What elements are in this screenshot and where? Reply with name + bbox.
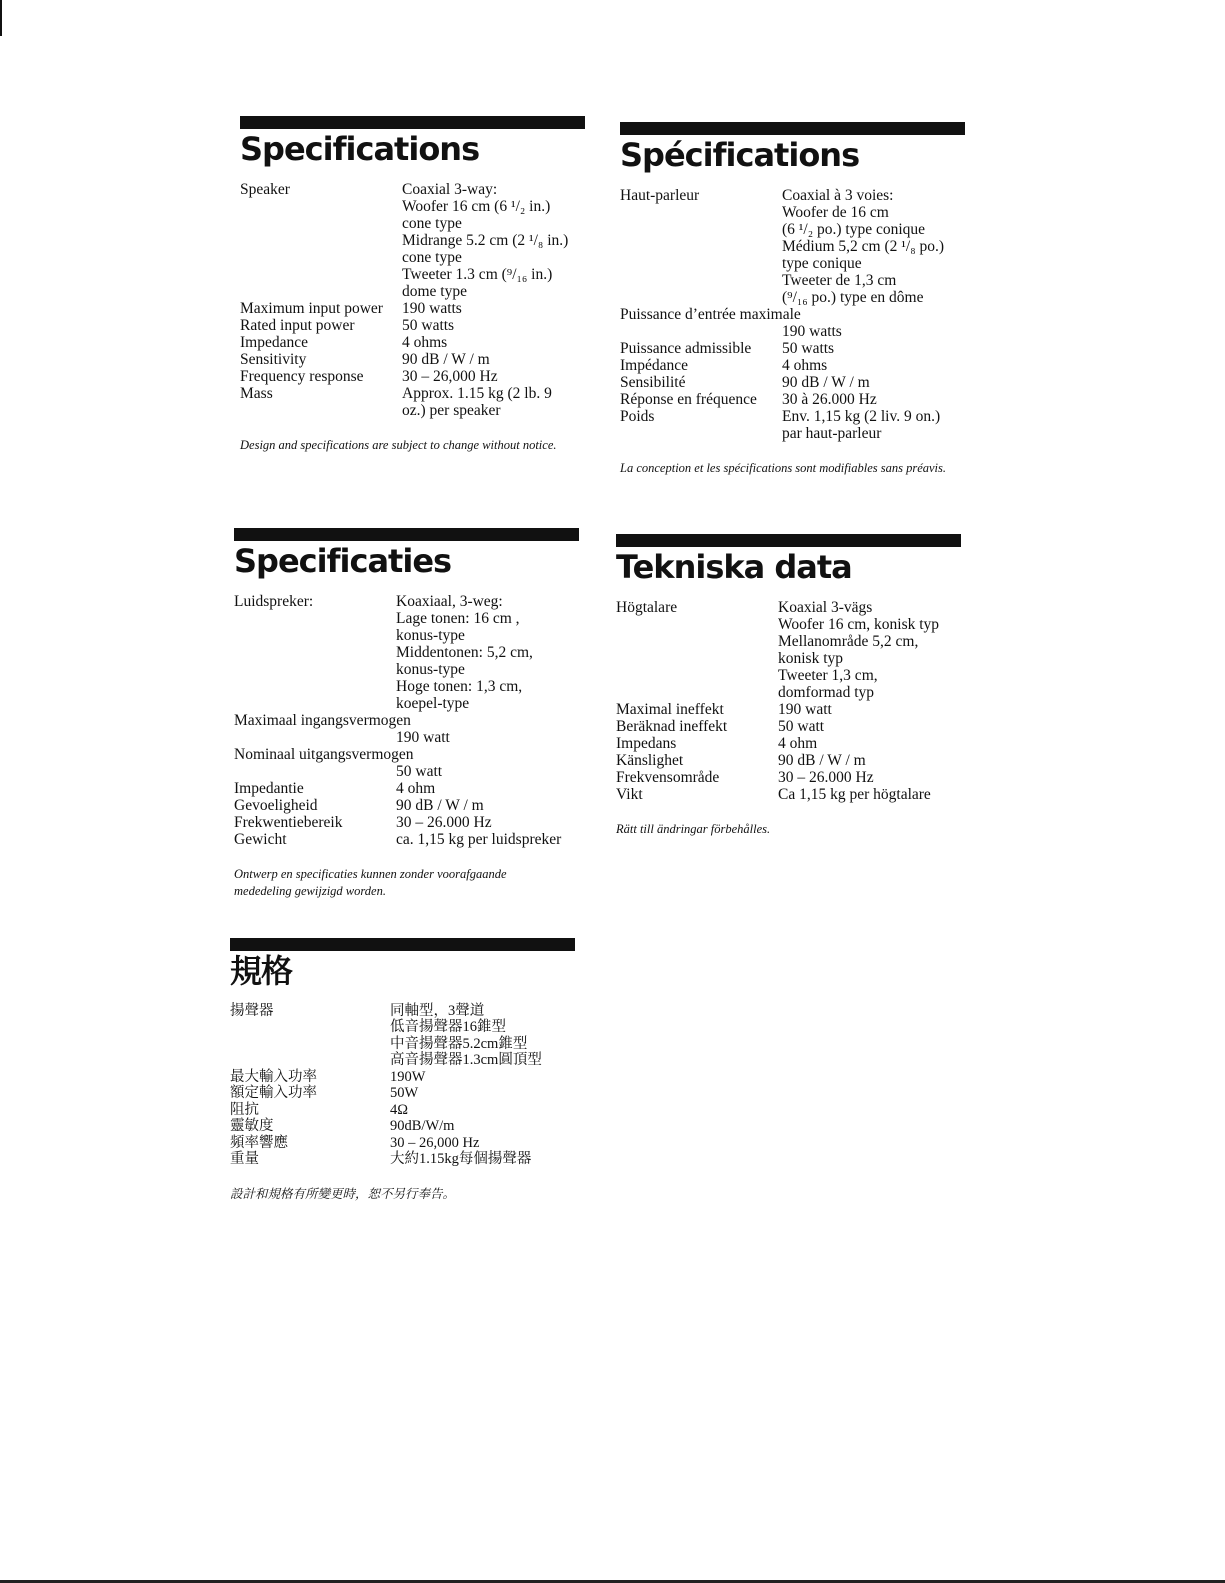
spec-row: [620, 340, 965, 357]
spec-row: [616, 752, 961, 769]
spec-value-line: 190 watts: [402, 299, 462, 317]
spec-label: Gevoeligheid: [234, 796, 318, 814]
spec-value-line: Env. 1,15 kg (2 liv. 9 on.): [782, 407, 941, 425]
spec-row: [620, 323, 965, 340]
dutch-note: Ontwerp en specificaties kunnen zonder voorafgaande mededeling gewijzigd worden.: [234, 866, 507, 898]
spec-label: Impedans: [616, 734, 677, 752]
spec-value: [778, 599, 961, 701]
spec-value-line: Koaxiaal, 3-weg:: [396, 592, 503, 610]
spec-value: [390, 1069, 575, 1086]
spec-label-spacer: [234, 729, 396, 746]
page-edge-mark: [0, 0, 2, 36]
swedish-section: [616, 534, 961, 838]
spec-value: [778, 718, 961, 735]
chinese-heading: 規格: [230, 952, 293, 990]
spec-value: [390, 1085, 575, 1102]
spec-value-line: 50 watt: [778, 717, 825, 735]
spec-label: Puissance d’entrée maximale: [620, 305, 801, 323]
spec-value: [396, 814, 579, 831]
spec-label: Beräknad ineffekt: [616, 717, 728, 735]
spec-value-line: 大約1.15kg每個揚聲器: [390, 1151, 532, 1168]
spec-label: Sensibilité: [620, 373, 686, 391]
spec-value: [778, 735, 961, 752]
spec-value: [396, 763, 579, 780]
spec-label: Haut-parleur: [620, 186, 700, 204]
spec-row: [234, 780, 579, 797]
spec-row: [234, 797, 579, 814]
spec-label: Frekwentiebereik: [234, 813, 343, 831]
spec-row: [230, 1069, 575, 1086]
spec-row: [620, 374, 965, 391]
spec-row: [620, 408, 965, 442]
spec-label: Maximal ineffekt: [616, 700, 724, 718]
chinese-note: 設計和規格有所變更時，恕不另行奉告。: [230, 1186, 456, 1201]
spec-value-line: 90dB/W/m: [390, 1118, 455, 1135]
spec-value-line: par haut-parleur: [782, 424, 882, 442]
spec-label: Känslighet: [616, 751, 684, 769]
spec-value-line: 30 – 26.000 Hz: [778, 768, 874, 786]
spec-row: [616, 735, 961, 752]
spec-row: [616, 718, 961, 735]
spec-value-line: Coaxial 3-way:: [402, 180, 498, 198]
spec-value-line: 90 dB / W / m: [396, 796, 484, 814]
spec-label: Mass: [240, 384, 273, 402]
spec-value-line: 4 ohms: [402, 333, 448, 351]
spec-row: [234, 729, 579, 746]
spec-row: [240, 317, 585, 334]
spec-row: [234, 593, 579, 712]
spec-value: [402, 317, 585, 334]
spec-value: [782, 408, 965, 442]
spec-value-line: 50W: [390, 1085, 419, 1102]
spec-value-line: Woofer de 16 cm: [782, 203, 889, 221]
spec-value-line: 4 ohm: [396, 779, 436, 797]
dutch-spec-list: [234, 593, 579, 848]
spec-label: 靈敏度: [230, 1118, 274, 1135]
spec-value-line: 30 – 26.000 Hz: [396, 813, 492, 831]
spec-row: [230, 1118, 575, 1135]
spec-value-line: type conique: [782, 254, 862, 272]
spec-row: [616, 599, 961, 701]
spec-value-line: (⁹/₁₆ po.) type en dôme: [782, 288, 924, 306]
spec-row: [234, 814, 579, 831]
spec-value-line: Lage tonen: 16 cm ,: [396, 609, 520, 627]
spec-row: [620, 357, 965, 374]
spec-row: [240, 385, 585, 419]
spec-label: Poids: [620, 407, 655, 425]
spec-value-line: dome type: [402, 282, 467, 300]
spec-value-line: cone type: [402, 214, 462, 232]
spec-value-line: 30 – 26,000 Hz: [390, 1134, 480, 1151]
spec-value: [782, 374, 965, 391]
spec-label: Gewicht: [234, 830, 287, 848]
spec-label: 揚聲器: [230, 1002, 274, 1019]
spec-row: [234, 831, 579, 848]
spec-value-line: 低音揚聲器16錐型: [390, 1019, 506, 1036]
spec-value: [778, 701, 961, 718]
spec-value-line: 90 dB / W / m: [778, 751, 866, 769]
spec-label: 重量: [230, 1151, 259, 1168]
spec-value-line: Tweeter de 1,3 cm: [782, 271, 897, 289]
spec-value-line: 4 ohms: [782, 356, 828, 374]
spec-value: [782, 323, 965, 340]
spec-value: [390, 1102, 575, 1119]
dutch-section: [234, 528, 579, 900]
spec-value: [390, 1118, 575, 1135]
spec-value-line: 50 watts: [402, 316, 455, 334]
spec-value-line: Middentonen: 5,2 cm,: [396, 643, 533, 661]
spec-value-line: 同軸型，3聲道: [390, 1002, 485, 1019]
spec-row: [230, 1003, 575, 1069]
swedish-spec-list: [616, 599, 961, 803]
spec-row: [620, 187, 965, 306]
spec-label: 最大輸入功率: [230, 1068, 317, 1085]
french-note: La conception et les spécifications sont modifiables sans préavis.: [620, 460, 947, 475]
heading-bar: [616, 534, 961, 547]
spec-row: [230, 1085, 575, 1102]
spec-label: Impedance: [240, 333, 308, 351]
spec-value-line: 90 dB / W / m: [402, 350, 490, 368]
spec-label: Frequency response: [240, 367, 364, 385]
heading-bar: [620, 122, 965, 135]
spec-label: Högtalare: [616, 598, 678, 616]
spec-value-line: 50 watts: [782, 339, 835, 357]
english-spec-list: [240, 181, 585, 419]
spec-value-line: Approx. 1.15 kg (2 lb. 9: [402, 384, 552, 402]
spec-row: [230, 1135, 575, 1152]
heading-bar: [234, 528, 579, 541]
english-heading: Specifications: [240, 130, 480, 168]
spec-label: Impedantie: [234, 779, 304, 797]
dutch-heading: Specificaties: [234, 542, 452, 580]
spec-value-line: Woofer 16 cm (6 ¹/₂ in.): [402, 197, 551, 215]
spec-value-line: Koaxial 3-vägs: [778, 598, 873, 616]
spec-value-line: konus-type: [396, 626, 465, 644]
heading-bar: [240, 116, 585, 129]
spec-value-line: domformad typ: [778, 683, 874, 701]
spec-value: [396, 831, 579, 848]
spec-value-line: cone type: [402, 248, 462, 266]
spec-row: [240, 300, 585, 317]
spec-label: 阻抗: [230, 1101, 259, 1118]
spec-value: [402, 351, 585, 368]
spec-value: [782, 357, 965, 374]
english-section: [240, 116, 585, 454]
spec-label: Puissance admissible: [620, 339, 752, 357]
spec-value-line: 30 – 26,000 Hz: [402, 367, 498, 385]
spec-value-line: 190 watt: [778, 700, 832, 718]
spec-value-line: Mellanområde 5,2 cm,: [778, 632, 919, 650]
spec-value-line: (6 ¹/₂ po.) type conique: [782, 220, 926, 238]
spec-value: [396, 797, 579, 814]
spec-row: [234, 763, 579, 780]
spec-label: Sensitivity: [240, 350, 307, 368]
spec-value-line: 190 watt: [396, 728, 450, 746]
spec-value-line: Tweeter 1.3 cm (⁹/₁₆ in.): [402, 265, 553, 283]
spec-value: [782, 187, 965, 306]
spec-value: [778, 769, 961, 786]
chinese-spec-list: [230, 1003, 575, 1168]
spec-value: [402, 385, 585, 419]
spec-label: Rated input power: [240, 316, 355, 334]
spec-label: Luidspreker:: [234, 592, 314, 610]
spec-row: [240, 334, 585, 351]
spec-value: [782, 340, 965, 357]
spec-row: [240, 368, 585, 385]
spec-value-line: konus-type: [396, 660, 465, 678]
spec-row: [230, 1102, 575, 1119]
spec-label: 頻率響應: [230, 1134, 288, 1151]
spec-row: [616, 769, 961, 786]
spec-label: Maximaal ingangsvermogen: [234, 711, 411, 729]
spec-value-line: 中音揚聲器5.2cm錐型: [390, 1035, 528, 1052]
spec-value-line: Midrange 5.2 cm (2 ¹/₈ in.): [402, 231, 569, 249]
heading-bar: [230, 938, 575, 951]
spec-value-line: Tweeter 1,3 cm,: [778, 666, 878, 684]
spec-value: [390, 1135, 575, 1152]
spec-value: [396, 593, 579, 712]
spec-row: [616, 786, 961, 803]
spec-value: [390, 1003, 575, 1069]
swedish-note: Rätt till ändringar förbehålles.: [616, 821, 771, 836]
spec-value-line: 190 watts: [782, 322, 842, 340]
spec-label: Maximum input power: [240, 299, 383, 317]
spec-value: [778, 752, 961, 769]
french-spec-list: [620, 187, 965, 442]
spec-value: [402, 300, 585, 317]
spec-value-line: Médium 5,2 cm (2 ¹/₈ po.): [782, 237, 945, 255]
spec-row: [240, 351, 585, 368]
spec-value: [402, 368, 585, 385]
spec-value-line: Hoge tonen: 1,3 cm,: [396, 677, 523, 695]
spec-value-line: konisk typ: [778, 649, 844, 667]
spec-label: Frekvensområde: [616, 768, 720, 786]
english-note: Design and specifications are subject to change without notice.: [240, 437, 557, 452]
spec-label: Nominaal uitgangsvermogen: [234, 745, 414, 763]
spec-label: 額定輸入功率: [230, 1085, 317, 1102]
spec-value-line: 4 ohm: [778, 734, 818, 752]
spec-row: [230, 1151, 575, 1168]
spec-value: [396, 780, 579, 797]
spec-value: [778, 786, 961, 803]
spec-value: [782, 391, 965, 408]
spec-value: [390, 1151, 575, 1168]
spec-value-line: Woofer 16 cm, konisk typ: [778, 615, 940, 633]
chinese-section: [230, 938, 575, 1203]
spec-label: Réponse en fréquence: [620, 390, 757, 408]
swedish-heading: Tekniska data: [616, 548, 852, 586]
spec-value-line: oz.) per speaker: [402, 401, 501, 419]
spec-label: Speaker: [240, 180, 290, 198]
spec-value: [402, 334, 585, 351]
spec-value-line: 90 dB / W / m: [782, 373, 870, 391]
spec-value-line: ca. 1,15 kg per luidspreker: [396, 830, 562, 848]
spec-value-line: 50 watt: [396, 762, 443, 780]
spec-label: Vikt: [616, 785, 643, 803]
french-heading: Spécifications: [620, 136, 860, 174]
spec-label: Impédance: [620, 356, 688, 374]
spec-label-spacer: [620, 323, 782, 340]
spec-value-line: Coaxial à 3 voies:: [782, 186, 894, 204]
spec-value-line: 30 à 26.000 Hz: [782, 390, 877, 408]
spec-row: [620, 391, 965, 408]
spec-row: [616, 701, 961, 718]
french-section: [620, 122, 965, 477]
spec-value-line: koepel-type: [396, 694, 470, 712]
spec-value: [402, 181, 585, 300]
spec-label-spacer: [234, 763, 396, 780]
spec-value-line: Ca 1,15 kg per högtalare: [778, 785, 931, 803]
spec-row: [240, 181, 585, 300]
spec-value-line: 190W: [390, 1068, 426, 1085]
spec-value-line: 高音揚聲器1.3cm圓頂型: [390, 1052, 542, 1069]
spec-value: [396, 729, 579, 746]
spec-value-line: 4Ω: [390, 1101, 409, 1118]
